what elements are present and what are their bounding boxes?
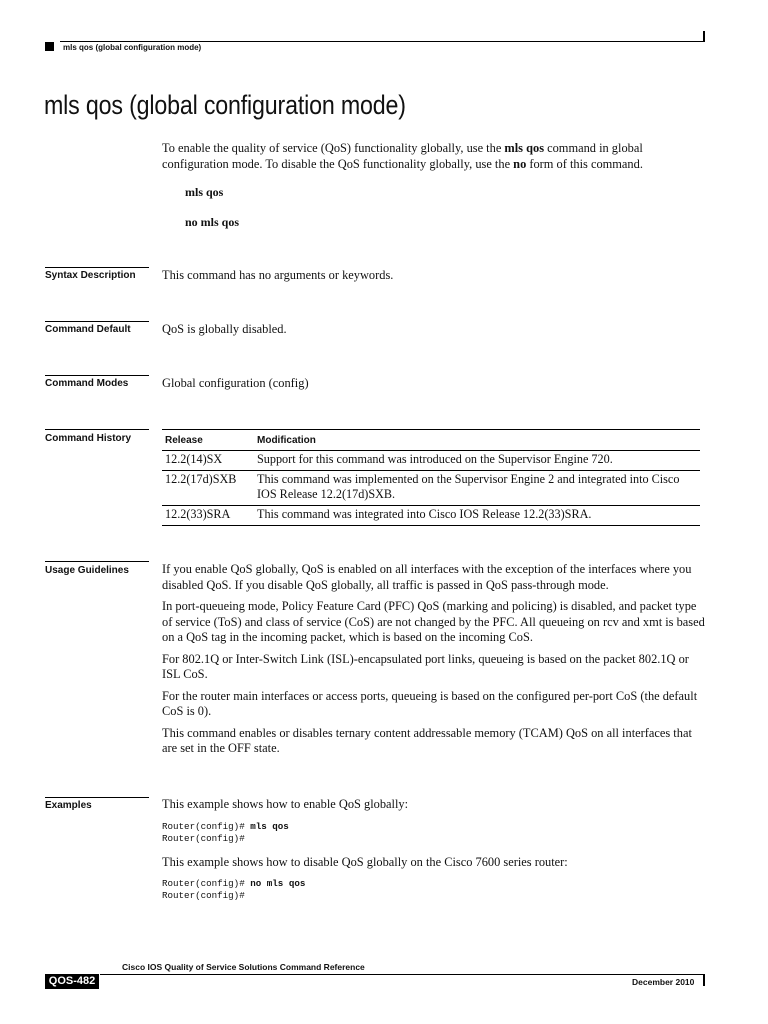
code-prompt: Router(config)# <box>162 832 245 844</box>
intro-text-2: command in global configuration mode. To disable the QoS functionality globally, use the <box>162 141 643 171</box>
table-row <box>162 471 700 506</box>
code-line <box>162 821 707 833</box>
code-command: mls qos <box>250 820 289 832</box>
modification-cell: Support for this command was introduced on the Supervisor Engine 720. <box>254 451 700 471</box>
code-prompt: Router(config)# <box>162 820 251 832</box>
footer-rule <box>100 974 703 975</box>
code-prompt: Router(config)# <box>162 890 245 901</box>
running-header-title: mls qos (global configuration mode) <box>63 43 202 52</box>
code-command: no mls qos <box>250 878 306 889</box>
table-header-row <box>162 430 700 451</box>
section-rule <box>45 321 149 322</box>
example-intro: This example shows how to enable QoS globally: <box>162 797 409 811</box>
table-row <box>162 506 700 526</box>
section-rule <box>45 429 149 430</box>
usage-paragraph: For the router main interfaces or access ports, queueing is based on the configured per-port CoS (the default CoS is 0). <box>162 688 698 718</box>
code-line <box>162 878 707 890</box>
modification-cell: This command was implemented on the Supervisor Engine 2 and integrated into Cisco IOS Release 12.2(17d)SXB. <box>254 471 700 506</box>
usage-paragraph: This command enables or disables ternary content addressable memory (TCAM) QoS on all interfaces that are set in the OFF state. <box>162 725 692 755</box>
syntax-description-text: This command has no arguments or keywords. <box>162 268 394 282</box>
section-label-examples: Examples <box>45 800 92 811</box>
footer-page-number: QOS-482 <box>45 974 99 989</box>
section-label-usage-guidelines: Usage Guidelines <box>45 565 129 576</box>
section-label-command-modes: Command Modes <box>45 378 129 389</box>
syntax-line: no mls qos <box>185 215 240 229</box>
section-rule <box>45 375 149 376</box>
intro-paragraph <box>162 141 707 172</box>
column-header-modification: Modification <box>254 430 700 451</box>
command-default-text: QoS is globally disabled. <box>162 322 287 336</box>
section-label-command-default: Command Default <box>45 324 131 335</box>
usage-guidelines-body <box>162 562 707 763</box>
usage-paragraph: In port-queueing mode, Policy Feature Card (PFC) QoS (marking and policing) is disabled, and packet type of service (ToS) and class of service (CoS) are not changed by the PFC. All queueing on rcv and xmt is based on a QoS tag in the incoming packet, which is based on the incoming CoS. <box>162 599 705 644</box>
code-block <box>162 821 707 845</box>
header-tick <box>703 31 705 42</box>
footer-date: December 2010 <box>632 977 695 987</box>
footer-book-title: Cisco IOS Quality of Service Solutions Command Reference <box>122 962 365 972</box>
column-header-release: Release <box>162 430 254 451</box>
section-label-syntax-description: Syntax Description <box>45 270 136 281</box>
usage-paragraph: If you enable QoS globally, QoS is enabled on all interfaces with the exception of the interfaces where you disabled QoS. If you disable QoS globally, all traffic is passed in QoS pass-through mode. <box>162 562 692 592</box>
page-title: mls qos (global configuration mode) <box>44 90 406 120</box>
header-square-mark <box>45 42 54 51</box>
intro-text-1: To enable the quality of service (QoS) functionality globally, use the <box>162 141 505 155</box>
header-rule <box>60 41 703 42</box>
examples-body <box>162 797 707 902</box>
section-label-command-history: Command History <box>45 433 132 444</box>
syntax-line: mls qos <box>185 185 224 199</box>
command-modes-text: Global configuration (config) <box>162 376 309 390</box>
code-line <box>162 890 707 902</box>
footer-tick <box>703 974 705 986</box>
code-prompt: Router(config)# <box>162 878 251 889</box>
example-intro: This example shows how to disable QoS globally on the Cisco 7600 series router: <box>162 854 568 869</box>
section-rule <box>45 561 149 562</box>
command-history-table <box>162 429 700 526</box>
table-row <box>162 451 700 471</box>
modification-cell: This command was integrated into Cisco IOS Release 12.2(33)SRA. <box>254 506 700 526</box>
release-cell: 12.2(14)SX <box>162 451 254 471</box>
intro-text-3: form of this command. <box>526 156 643 171</box>
release-cell: 12.2(17d)SXB <box>162 471 254 506</box>
code-block <box>162 878 707 902</box>
section-rule <box>45 797 149 798</box>
intro-no-keyword: no <box>513 156 527 171</box>
usage-paragraph: For 802.1Q or Inter-Switch Link (ISL)-encapsulated port links, queueing is based on the packet 802.1Q or ISL CoS. <box>162 651 689 681</box>
code-line <box>162 833 707 845</box>
section-rule <box>45 267 149 268</box>
intro-command: mls qos <box>504 141 545 155</box>
release-cell: 12.2(33)SRA <box>162 506 254 526</box>
